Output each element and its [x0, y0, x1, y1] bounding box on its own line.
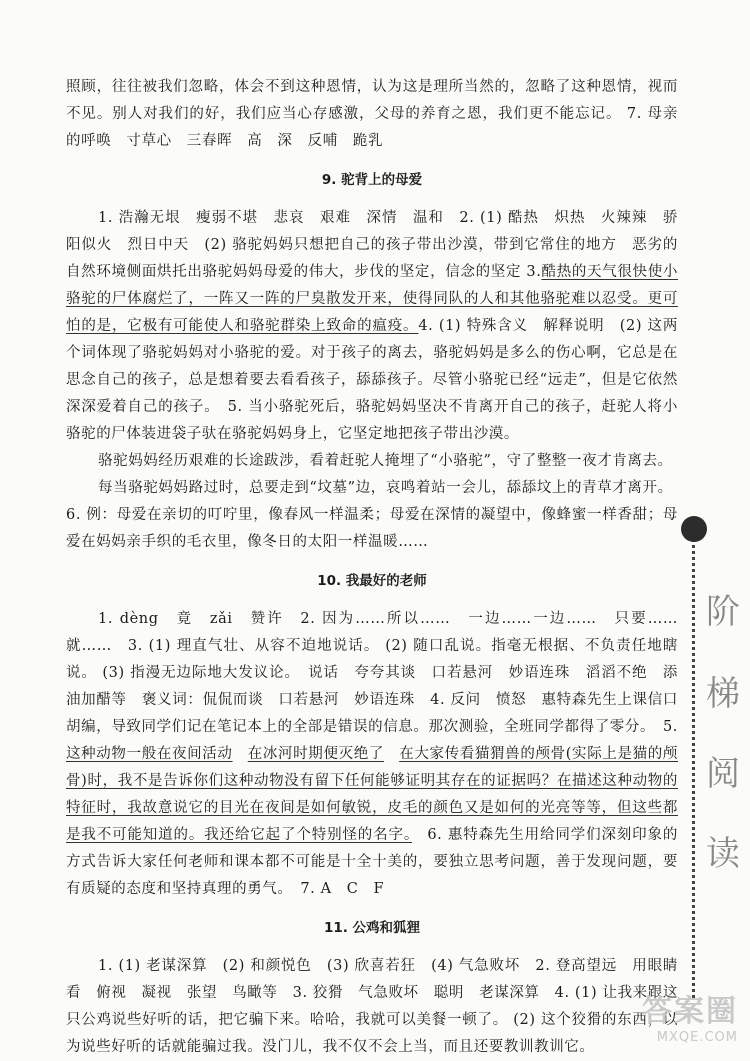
section-9-paragraph-2: 骆驼妈妈经历艰难的长途跋涉，看着赶驼人掩埋了“小骆驼”，守了整整一夜才肯离去。: [98, 453, 673, 469]
s10-underline-4: 在描述这种动物的特征时，我故意说它的目光在夜间是如何敏锐，皮毛的颜色又是如何的光亮等等，但这些都是我不可能知道的。我还给它起了个特别怪的名字。: [66, 773, 678, 843]
intro-paragraph: 照顾，往往被我们忽略，体会不到这种恩情，认为这是理所当然的，忽略了这种恩情，视而不见。别人对我们的好，我们应当心存感激，父母的养育之恩，我们更不能忘记。 7. 母亲的呼唤 寸草心 三春晖 高 深 反哺 跪乳: [66, 79, 678, 149]
watermark-url: MXQE.COM: [656, 1030, 738, 1045]
s10-p1-text-b: 6. 惠特森先生用给同学们深刻印象的方式告诉大家任何老师和课本都不可能是十全十美的，要独立思考问题，善于发现问题，要有质疑的态度和坚持真理的勇气。 7. A C F: [66, 827, 678, 897]
watermark-text: 答案圈: [642, 994, 738, 1029]
side-char-4: 读: [706, 834, 740, 874]
watermark: [642, 986, 738, 1045]
section-9-title: 9. 驼背上的母爱: [321, 172, 423, 188]
section-10-paragraph: [66, 606, 678, 903]
side-char-1: 阶: [706, 592, 740, 632]
section-10-title: 10. 我最好的老师: [317, 573, 427, 589]
section-11-paragraph: 1. (1) 老谋深算 (2) 和颜悦色 (3) 欣喜若狂 (4) 气急败坏 2. 登高望远 用眼睛看 俯视 凝视 张望 鸟瞰等 3. 狡猾 气急败坏 聪明 老谋深算 4. (1) 让我来跟这只公鸡说些好听的话，把它骗下来。哈哈，我就可以美餐一顿了。 (2) 这个狡猾的东西，以为说些好听的话就能骗过我。没门儿，我不仅不会上当，而且还要教训教训它。: [66, 958, 678, 1055]
section-9-paragraph-1: [66, 205, 678, 448]
s10-underline-3: 在大家传看猫猬兽的颅骨(实际上是猫的颅骨)时，我不是告诉你们这种动物没有留下任何能够证明其存在的证据吗？: [66, 746, 679, 789]
section-9-paragraph-4: 6. 例：母爱在亲切的叮咛里，像春风一样温柔；母爱在深情的凝望中，像蜂蜜一样香甜；母爱在妈妈亲手织的毛衣里，像冬日的太阳一样温暖……: [66, 507, 678, 550]
s10-underline-1: 这种动物一般在夜间活动: [66, 746, 233, 762]
s10-underline-2: 在冰河时期便灭绝了: [247, 746, 385, 762]
s9-p1-underlined: 酷热的天气很快使小骆驼的尸体腐烂了，一阵又一阵的尸臭散发开来，使得同队的人和其他骆驼难以忍受。更可怕的是，它极有可能使人和骆驼群染上致命的瘟疫。: [66, 264, 678, 334]
s10-p1-text: 1. dèng 竟 zǎi 赞许 2. 因为……所以…… 一边……一边…… 只要……就…… 3. (1) 理直气壮、从容不迫地说话。 (2) 随口乱说。指毫无根据、不负责任地瞎说。 (3) 指漫无边际地大发议论。 说话 夸夸其谈 口若悬河 妙语连珠 滔滔不绝 添油加醋等 褒义词：侃侃而谈 口若悬河 妙语连珠 4. 反问 愤怒 惠特森先生上课信口胡编，导致同学们记在笔记本上的全部是错误的信息。那次测验，全班同学都得了零分。 5.: [66, 611, 678, 735]
side-dot: [681, 516, 707, 542]
s9-p1-text-b: 4. (1) 特殊含义 解释说明 (2) 这两个词体现了骆驼妈妈对小骆驼的爱。对于孩子的离去，骆驼妈妈是多么的伤心啊，它总是在思念自己的孩子，总是想着要去看看孩子，舔舔孩子。尽管小骆驼已经“远走”，但是它依然深深爱着自己的孩子。 5. 当小骆驼死后，骆驼妈妈坚决不肯离开自己的孩子，赶驼人将小骆驼的尸体装进袋子驮在骆驼妈妈身上，它坚定地把孩子带出沙漠。: [66, 318, 678, 442]
answer-page: [66, 74, 678, 1061]
ladder-reading-side-decoration: [692, 528, 750, 998]
side-char-3: 阅: [706, 754, 740, 794]
side-char-2: 梯: [706, 674, 740, 714]
section-11-title: 11. 公鸡和狐狸: [323, 920, 421, 936]
s9-p1-text: 1. 浩瀚无垠 瘦弱不堪 悲哀 艰难 深情 温和 2. (1) 酷热 炽热 火辣辣 骄阳似火 烈日中天 (2) 骆驼妈妈只想把自己的孩子带出沙漠，带到它常住的地方 恶劣的自然环境侧面烘托出骆驼妈妈母爱的伟大，步伐的坚定，信念的坚定 3.: [66, 210, 678, 280]
section-9-paragraph-3: 每当骆驼妈妈路过时，总要走到“坟墓”边，哀鸣着站一会儿，舔舔坟上的青草才离开。: [98, 480, 673, 496]
